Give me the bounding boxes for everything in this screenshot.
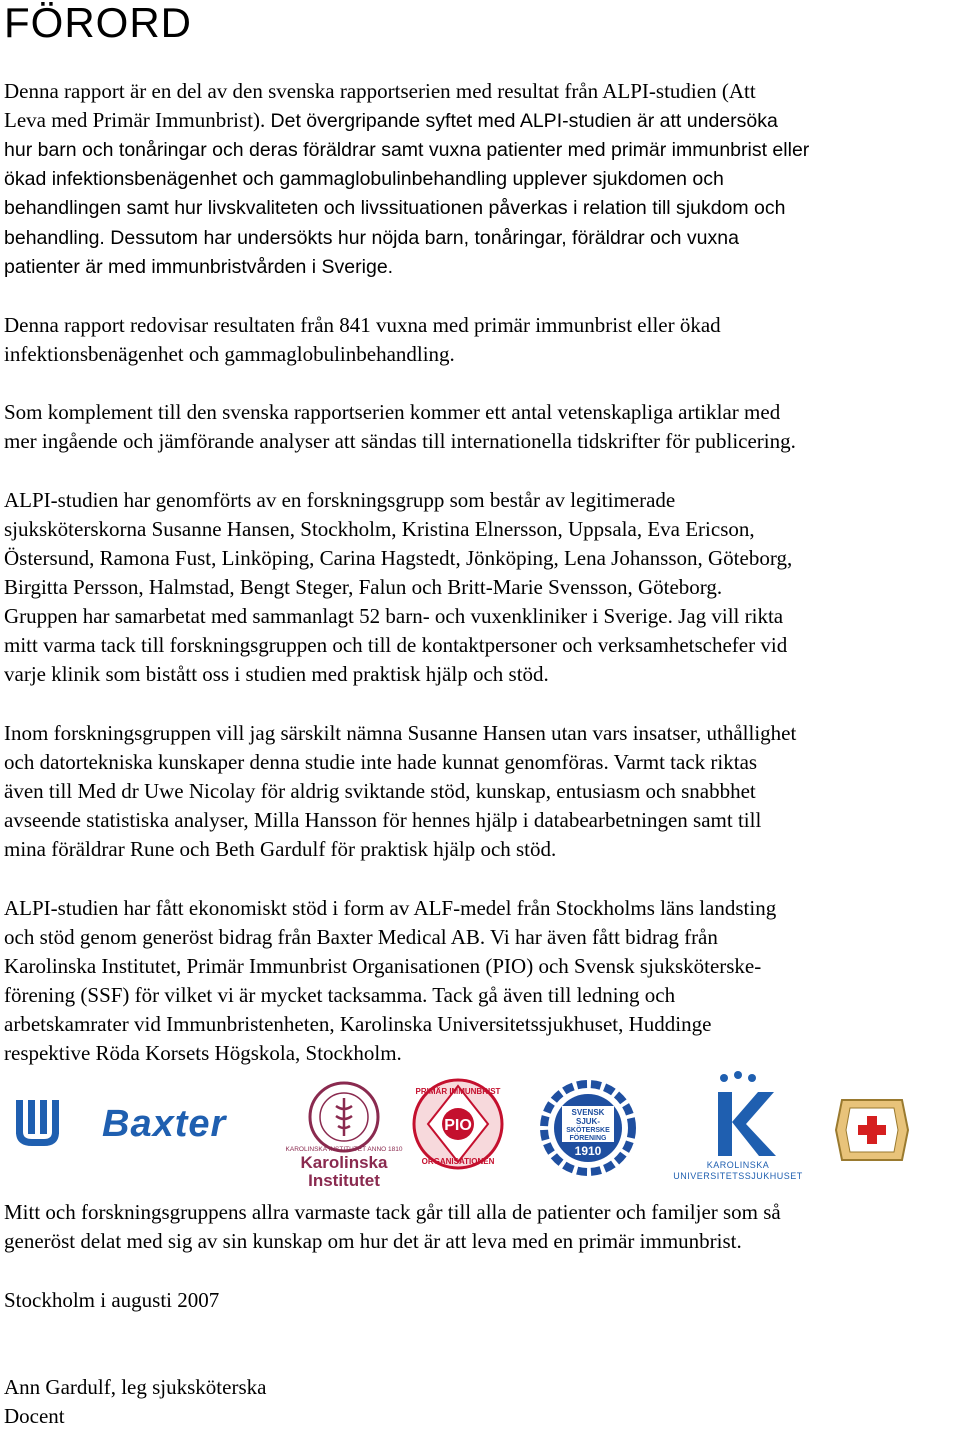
paragraph-acknowledgements: [4, 719, 960, 864]
page-title: FÖRORD: [4, 0, 192, 46]
sponsor-logos: [0, 1070, 960, 1190]
karolinska-k-icon: [666, 1070, 810, 1160]
text-line: Östersund, Ramona Fust, Linköping, Carina Hagstedt, Jönköping, Lena Johansson, Göteborg,: [4, 546, 793, 570]
karolinska-sjukhuset-logo: [666, 1070, 810, 1188]
text-line: patienter är med immunbristvården i Sverige.: [4, 256, 394, 278]
text-line: ALPI-studien har fått ekonomiskt stöd i form av ALF-medel från Stockholms läns landsting: [4, 896, 777, 920]
text-line: hur barn och tonåringar och deras föräldrar samt vuxna patienter med primär immunbrist eller: [4, 139, 810, 161]
pio-logo-icon: [410, 1074, 506, 1178]
text-line: Som komplement till den svenska rapportserien kommer ett antal vetenskapliga artiklar med: [4, 400, 781, 424]
text-line: generöst delat med sig av sin kunskap om hur det är att leva med en primär immunbrist.: [4, 1229, 742, 1253]
ssf-logo-icon: [540, 1080, 636, 1176]
red-cross-emblem-icon: [832, 1094, 912, 1166]
karolinska-sjukhuset-wordmark: KAROLINSKA UNIVERSITETSSJUKHUSET: [673, 1160, 803, 1181]
text-line: Karolinska Institutet, Primär Immunbrist Organisationen (PIO) och Svensk sjuksköterske-: [4, 954, 762, 978]
baxter-logo: Baxter: [102, 1103, 227, 1145]
paragraph-scope: [4, 311, 960, 369]
text-line: sjuksköterskorna Susanne Hansen, Stockholm, Kristina Elnersson, Uppsala, Eva Ericson,: [4, 517, 755, 541]
sll-logo-icon: [12, 1098, 74, 1150]
ssf-text-2: SJUK-: [575, 1117, 601, 1126]
text-line: Gruppen har samarbetat med sammanlagt 52 barn- och vuxenkliniker i Sverige. Jag vill rikta: [4, 604, 784, 628]
text-line: respektive Röda Korsets Högskola, Stockholm.: [4, 1041, 402, 1065]
ssf-text-4: FÖRENING: [569, 1135, 607, 1142]
text-line: varje klinik som bistått oss i studien med praktisk hjälp och stöd.: [4, 662, 549, 686]
text-line: infektionsbenägenhet och gammaglobulinbehandling.: [4, 342, 455, 366]
text-line: Denna rapport är en del av den svenska rapportserien med resultat från ALPI-studien (Att: [4, 79, 756, 103]
ssf-year: 1910: [574, 1144, 602, 1158]
signature-name: Ann Gardulf, leg sjuksköterska: [4, 1375, 267, 1399]
paragraph-funding: [4, 894, 960, 1068]
signature: [4, 1373, 960, 1431]
pio-bottom-text: ORGANISATIONEN: [421, 1157, 495, 1166]
pio-label: PIO: [444, 1117, 472, 1134]
text-line: mer ingående och jämförande analyser att sändas till internationella tidskrifter för publicering.: [4, 429, 796, 453]
karolinska-seal-legend: KAROLINSKA INSTITUTET ANNO 1810: [285, 1146, 403, 1153]
text-line: förening (SSF) för vilket vi är mycket tacksamma. Tack gå även till ledning och: [4, 983, 676, 1007]
text-line: mitt varma tack till forskningsgruppen och till de kontaktpersoner och verksamhetschefer vid: [4, 633, 788, 657]
text-line: avseende statistiska analyser, Milla Hansson för hennes hjälp i databearbetningen samt till: [4, 808, 762, 832]
text-line: Birgitta Persson, Halmstad, Bengt Steger, Falun och Britt-Marie Svensson, Göteborg.: [4, 575, 723, 599]
paragraph-thanks: [4, 1198, 960, 1256]
karolinska-seal-icon: [285, 1080, 403, 1154]
text-line: Mitt och forskningsgruppens allra varmaste tack går till alla de patienter och familjer som så: [4, 1200, 781, 1224]
text-line: Leva med Primär Immunbrist). Det övergripande syftet med ALPI-studien är att undersöka: [4, 108, 778, 132]
text-line: behandling. Dessutom har undersökts hur nöjda barn, tonåringar, föräldrar och vuxna: [4, 227, 739, 249]
karolinska-institutet-logo: [285, 1080, 403, 1192]
ssf-text-1: SVENSK: [571, 1108, 605, 1117]
text-line: ALPI-studien har genomförts av en forskningsgrupp som består av legitimerade: [4, 488, 676, 512]
place-date: Stockholm i augusti 2007: [4, 1288, 220, 1312]
paragraph-articles: [4, 398, 960, 456]
text-line: och stöd genom generöst bidrag från Baxter Medical AB. Vi har även fått bidrag från: [4, 925, 718, 949]
text-line: och datortekniska kunskaper denna studie inte hade kunnat genomföras. Varmt tack riktas: [4, 750, 758, 774]
text-line: behandlingen samt hur livskvaliteten och livssituationen påverkas i relation till sjukdom och: [4, 197, 786, 219]
pio-top-text: PRIMÄR IMMUNBRIST: [415, 1087, 501, 1096]
intro-paragraph: [4, 77, 960, 282]
paragraph-research-group: [4, 486, 960, 689]
text-line: Inom forskningsgruppen vill jag särskilt nämna Susanne Hansen utan vars insatser, uthållighet: [4, 721, 797, 745]
text-line: även till Med dr Uwe Nicolay för aldrig sviktande stöd, kunskap, entusiasm och snabbhet: [4, 779, 756, 803]
signature-title: Docent: [4, 1404, 65, 1428]
text-line: mina föräldrar Rune och Beth Gardulf för praktisk hjälp och stöd.: [4, 837, 557, 861]
text-line: ökad infektionsbenägenhet och gammaglobulinbehandling upplever sjukdomen och: [4, 168, 724, 190]
text-line: arbetskamrater vid Immunbristenheten, Karolinska Universitetssjukhuset, Huddinge: [4, 1012, 712, 1036]
karolinska-institutet-wordmark: Karolinska Institutet: [300, 1153, 388, 1190]
text-line: Denna rapport redovisar resultaten från 841 vuxna med primär immunbrist eller ökad: [4, 313, 721, 337]
ssf-text-3: SKÖTERSKE: [566, 1127, 610, 1134]
